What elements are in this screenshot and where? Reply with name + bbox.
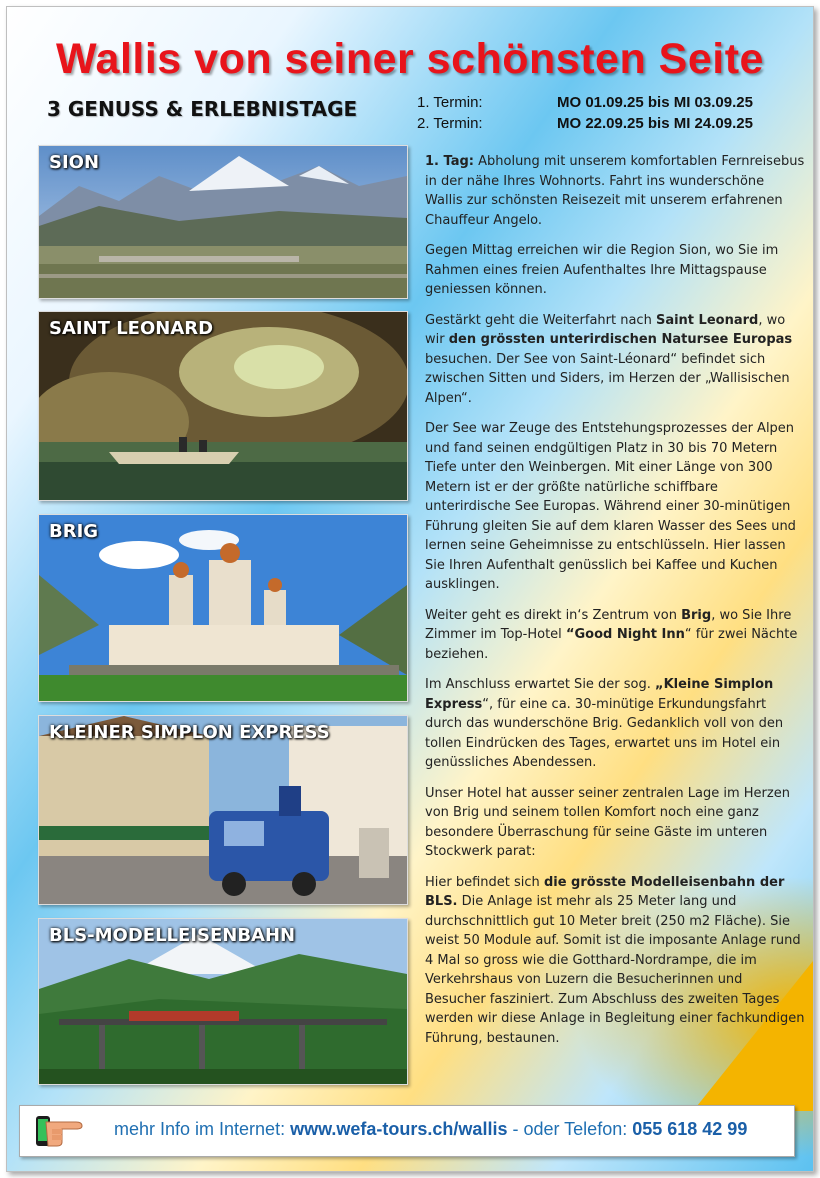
flyer-page — [6, 6, 814, 1172]
paragraph-saint-leonard — [425, 311, 805, 409]
photo-caption: BLS-MODELLEISENBAHN — [49, 925, 296, 946]
day-label: 1. Tag: — [425, 154, 474, 169]
photo-sion — [38, 145, 408, 299]
photo-simplon-express — [38, 715, 408, 905]
text-bold: Brig — [681, 607, 712, 623]
text-run: Im Anschluss erwartet Sie der sog. — [425, 677, 656, 692]
page-title: Wallis von seiner schönsten Seite — [56, 35, 764, 83]
info-line — [114, 1119, 747, 1140]
text-bold: “Good Night Inn — [565, 627, 685, 642]
photo-caption: KLEINER SIMPLON EXPRESS — [49, 722, 330, 743]
termin-date: MO 22.09.25 bis MI 24.09.25 — [557, 115, 753, 132]
termin-date: MO 01.09.25 bis MI 03.09.25 — [557, 94, 753, 111]
photo-brig — [38, 514, 408, 702]
termin-2 — [417, 115, 753, 132]
page-subtitle: 3 GENUSS & ERLEBNISTAGE — [47, 97, 358, 121]
paragraph-simplon-express — [425, 675, 805, 773]
photo-saint-leonard — [38, 311, 408, 501]
text-run: “ für zwei Nächte beziehen. — [425, 627, 798, 662]
text-run: Die Anlage ist mehr als 25 Meter lang und durchschnittlich gut 10 Meter breit (250 m2 Fläche). Sie weist 50 Module auf. Somit ist die imposante Anlage rund 4 Mal so gross wie die Gotthard-Nordrampe, die im Verkehrshaus von Luzern die Besucherinnen und Besucher fasziniert. Zum Abschluss des zweiten Tages werden wir diese Anlage in Begleitung einer fachkundigen Führung, bestaunen. — [425, 894, 805, 1046]
info-footer — [19, 1105, 795, 1157]
tour-description — [425, 152, 805, 1059]
paragraph-day1 — [425, 152, 805, 230]
text-run: “, für eine ca. 30-minütige Erkundungsfahrt durch das wunderschöne Brig. Gedanklich voll von den tollen Eindrücken des Tages, erwartet uns im Hotel ein genüssliches Abendessen. — [425, 696, 784, 770]
text-run: besuchen. Der See von Saint-Léonard“ befindet sich zwischen Sitten und Siders, im Herzen der „Wallisischen Alpen“. — [425, 351, 790, 406]
photo-bls-model-railway — [38, 918, 408, 1085]
paragraph-model-railway — [425, 873, 805, 1049]
paragraph-brig — [425, 606, 805, 665]
phone-number[interactable]: 055 618 42 99 — [632, 1119, 748, 1139]
info-middle: - oder Telefon: — [507, 1119, 633, 1139]
text-bold: Saint Leonard — [655, 312, 759, 328]
photo-caption: SAINT LEONARD — [49, 318, 214, 339]
termin-label: 2. Termin: — [417, 115, 483, 132]
tourist-train-image — [39, 716, 407, 904]
text-run: Weiter geht es direkt in‘s Zentrum von — [425, 607, 682, 623]
text-run: , wo wir — [425, 312, 786, 347]
paragraph-sion: Gegen Mittag erreichen wir die Region Sion, wo Sie im Rahmen eines freien Aufenthaltes Ihre Mittagspause geniessen können. — [425, 243, 779, 297]
text-bold: die grösste Modelleisenbahn der BLS. — [425, 874, 785, 909]
info-prefix: mehr Info im Internet: — [114, 1119, 291, 1139]
pointing-hand-phone-icon — [32, 1108, 92, 1154]
photo-caption: BRIG — [49, 521, 99, 542]
text-bold: „Kleine Simplon Express — [425, 677, 774, 712]
stockalper-palace-image — [39, 515, 407, 701]
website-link[interactable]: www.wefa-tours.ch/wallis — [290, 1119, 508, 1139]
text-run: Hier befindet sich — [425, 874, 544, 890]
paragraph-lake: Der See war Zeuge des Entstehungsprozesses der Alpen und fand seinen endgültigen Platz in 30 bis 70 Metern Tiefe unter den Weinbergen. Mit einer Länge von 300 Metern ist er der größte natürliche schiffbare unterirdische See Europas. Während einer 30-minütigen Führung gleiten Sie auf dem klaren Wasser des Sees und lernen seine Geheimnisse zu entschlüsseln. Hier lassen Sie Ihren Aufenthalt genüsslich bei Kaffee und Kuchen ausklingen. — [425, 421, 796, 592]
text-run: Gestärkt geht die Weiterfahrt nach — [425, 312, 656, 328]
underground-lake-image — [39, 312, 407, 500]
termin-label: 1. Termin: — [417, 94, 483, 111]
text-bold: den grössten unterirdischen Natursee Europas — [448, 332, 793, 347]
paragraph-hotel: Unser Hotel hat ausser seiner zentralen Lage im Herzen von Brig und seinem tollen Komfort noch eine ganz besondere Überraschung für seine Gäste im unteren Stockwerk parat: — [425, 785, 790, 859]
text-run: , wo Sie Ihre Zimmer im Top-Hotel — [425, 607, 792, 642]
text-run: Abholung mit unserem komfortablen Fernreisebus in der nähe Ihres Wohnorts. Fahrt ins wunderschöne Wallis zur schönsten Reisezeit mit unserem erfahrenen Chauffeur Angelo. — [425, 154, 805, 228]
termin-1 — [417, 94, 753, 111]
photo-caption: SION — [49, 152, 100, 173]
